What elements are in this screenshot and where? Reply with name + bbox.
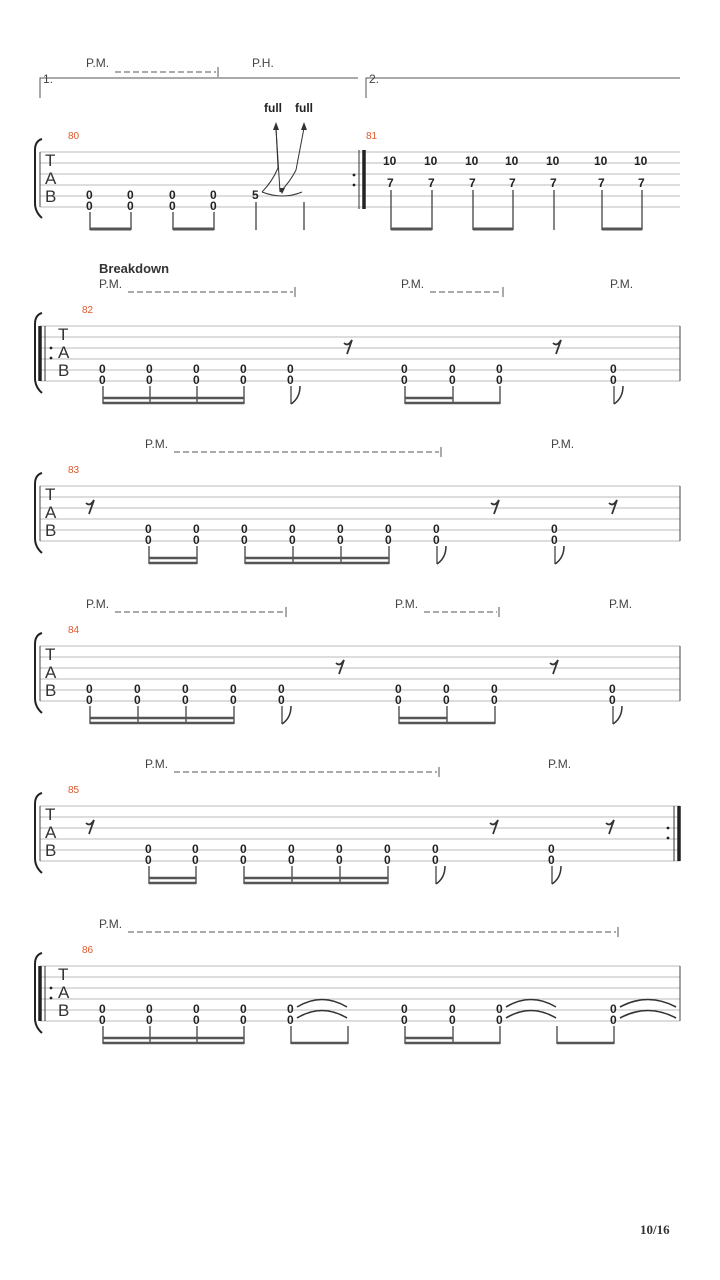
measure-86-notes (99, 1000, 676, 1045)
fret-number: 0 (548, 853, 555, 867)
fret-number: 0 (127, 199, 134, 213)
tab-letter-a: A (45, 823, 57, 842)
fret-number: 0 (193, 533, 200, 547)
palm-mute-label: P.M. (610, 277, 634, 291)
fret-number: 0 (496, 373, 503, 387)
fret-number: 0 (287, 373, 294, 387)
fret-number: 0 (289, 522, 296, 536)
ending-brackets (40, 78, 680, 98)
fret-number: 0 (146, 1002, 153, 1016)
fret-number: 0 (609, 682, 616, 696)
fret-number: 0 (193, 362, 200, 376)
repeat-start-barline (353, 150, 364, 209)
fret-number: 0 (610, 373, 617, 387)
fret-number: 0 (610, 1013, 617, 1027)
eighth-rest (344, 340, 561, 354)
measure-82-notes (99, 340, 623, 404)
tab-letter-b: B (45, 681, 57, 700)
fret-number: 0 (230, 682, 237, 696)
fret-number: 0 (449, 362, 456, 376)
measure-81-notes (383, 154, 648, 230)
tab-letter-t: T (45, 485, 56, 504)
fret-number: 0 (86, 188, 93, 202)
fret-number: 0 (443, 682, 450, 696)
system-brace (35, 139, 42, 218)
fret-number: 0 (182, 693, 189, 707)
measure-84-notes (86, 660, 622, 724)
fret-number: 0 (145, 842, 152, 856)
palm-mute-label: P.M. (145, 757, 169, 771)
fret-number: 0 (145, 522, 152, 536)
system-6 (35, 917, 680, 1044)
fret-number: 0 (145, 853, 152, 867)
repeat-start-barline (40, 966, 52, 1021)
fret-number: 0 (385, 533, 392, 547)
bend-arrow (273, 122, 279, 130)
palm-mute-label: P.M. (99, 277, 123, 291)
fret-number: 0 (401, 1013, 408, 1027)
fret-number: 0 (240, 853, 247, 867)
palm-mute-label: P.M. (99, 917, 123, 931)
fret-number: 0 (443, 693, 450, 707)
fret-number: 0 (449, 373, 456, 387)
tab-staff-lines (40, 486, 680, 541)
fret-number: 0 (240, 1002, 247, 1016)
palm-mute-label: P.M. (145, 437, 169, 451)
fret-number: 7 (509, 176, 516, 190)
fret-number: 0 (337, 522, 344, 536)
palm-mute-label: P.M. (609, 597, 633, 611)
fret-number: 10 (634, 154, 648, 168)
palm-mute-label: P.M. (548, 757, 572, 771)
fret-number: 0 (240, 373, 247, 387)
bend-arrow (301, 122, 307, 130)
tab-letter-b: B (45, 187, 57, 206)
tab-letter-a: A (58, 983, 70, 1002)
fret-number: 0 (432, 853, 439, 867)
first-ending-label: 1. (43, 72, 54, 86)
fret-number: 0 (192, 853, 199, 867)
fret-number: 10 (546, 154, 560, 168)
palm-mute-label: P.M. (86, 56, 110, 70)
fret-number: 0 (449, 1002, 456, 1016)
tab-staff-lines (40, 152, 680, 207)
tab-staff-lines (40, 806, 680, 861)
tab-letter-t: T (58, 965, 69, 984)
fret-number: 0 (401, 362, 408, 376)
fret-number: 0 (401, 1002, 408, 1016)
fret-number: 0 (336, 842, 343, 856)
system-3 (35, 437, 680, 564)
palm-mute-label: P.M. (401, 277, 425, 291)
fret-number: 0 (496, 1002, 503, 1016)
fret-number: 0 (240, 842, 247, 856)
fret-number: 0 (496, 362, 503, 376)
fret-number: 7 (469, 176, 476, 190)
fret-number: 0 (134, 693, 141, 707)
fret-number: 7 (638, 176, 645, 190)
fret-number: 0 (193, 373, 200, 387)
system-1 (35, 56, 680, 230)
tab-letter-b: B (45, 521, 57, 540)
system-2 (35, 261, 680, 404)
fret-number: 0 (278, 693, 285, 707)
fret-number: 10 (594, 154, 608, 168)
fret-number: 0 (146, 373, 153, 387)
fret-number: 0 (395, 682, 402, 696)
repeat-start-barline (40, 326, 52, 381)
fret-number: 0 (491, 682, 498, 696)
fret-number: 0 (610, 362, 617, 376)
fret-number: 7 (428, 176, 435, 190)
measure-number-81: 81 (366, 131, 378, 142)
tab-letter-t: T (45, 805, 56, 824)
section-label: Breakdown (99, 261, 170, 276)
tab-letter-b: B (58, 361, 70, 380)
fret-number: 10 (383, 154, 397, 168)
fret-number: 0 (610, 1002, 617, 1016)
fret-number: 0 (449, 1013, 456, 1027)
fret-number: 0 (241, 533, 248, 547)
tab-letter-t: T (58, 325, 69, 344)
fret-number: 0 (146, 362, 153, 376)
measure-number-80: 80 (68, 131, 80, 142)
system-4 (35, 597, 680, 724)
eighth-rest (86, 500, 617, 514)
fret-number: 0 (288, 853, 295, 867)
palm-mute-label: P.M. (86, 597, 110, 611)
palm-mute-label: P.M. (551, 437, 575, 451)
fret-number: 0 (99, 1013, 106, 1027)
eighth-rest (336, 660, 558, 674)
bend-curves (262, 128, 304, 196)
fret-number: 0 (99, 373, 106, 387)
second-ending-label: 2. (369, 72, 380, 86)
tab-staff-lines (40, 966, 680, 1021)
fret-number: 0 (210, 188, 217, 202)
page-number: 10/16 (640, 1222, 670, 1237)
fret-number: 0 (210, 199, 217, 213)
fret-number: 0 (433, 533, 440, 547)
measure-85-notes (86, 820, 614, 884)
fret-number: 0 (289, 533, 296, 547)
tab-letter-t: T (45, 645, 56, 664)
fret-number: 0 (193, 522, 200, 536)
fret-number: 0 (432, 842, 439, 856)
measure-83-notes (86, 500, 617, 564)
fret-number: 10 (465, 154, 479, 168)
fret-number: 0 (287, 1002, 294, 1016)
fret-number: 0 (169, 199, 176, 213)
fret-number: 0 (193, 1002, 200, 1016)
fret-number: 0 (240, 362, 247, 376)
fret-number: 0 (337, 533, 344, 547)
fret-number: 0 (551, 533, 558, 547)
fret-number: 0 (192, 842, 199, 856)
fret-number: 0 (145, 533, 152, 547)
measure-number-83: 83 (68, 465, 80, 476)
tab-letter-b: B (45, 841, 57, 860)
fret-number: 0 (609, 693, 616, 707)
fret-number: 0 (146, 1013, 153, 1027)
fret-number: 0 (241, 522, 248, 536)
fret-number: 0 (169, 188, 176, 202)
tab-letter-t: T (45, 151, 56, 170)
bend-label: full (295, 101, 313, 115)
fret-number: 0 (86, 693, 93, 707)
fret-number: 0 (86, 199, 93, 213)
fret-number: 0 (385, 522, 392, 536)
fret-number: 0 (433, 522, 440, 536)
fret-number: 0 (288, 842, 295, 856)
tab-letter-a: A (45, 663, 57, 682)
fret-number: 0 (548, 842, 555, 856)
fret-number: 10 (424, 154, 438, 168)
bend-label: full (264, 101, 282, 115)
tie-arcs (297, 1000, 676, 1019)
fret-number: 7 (598, 176, 605, 190)
tab-letter-b: B (58, 1001, 70, 1020)
measure-number-82: 82 (82, 305, 94, 316)
fret-number: 0 (99, 1002, 106, 1016)
fret-number: 10 (505, 154, 519, 168)
fret-number: 0 (551, 522, 558, 536)
bend-fret-number: 5 (252, 188, 259, 202)
tab-staff-lines (40, 326, 680, 381)
tab-letter-a: A (58, 343, 70, 362)
fret-number: 0 (193, 1013, 200, 1027)
fret-number: 0 (336, 853, 343, 867)
fret-number: 0 (287, 1013, 294, 1027)
fret-number: 0 (240, 1013, 247, 1027)
fret-number: 0 (395, 693, 402, 707)
fret-number: 0 (182, 682, 189, 696)
fret-number: 0 (134, 682, 141, 696)
fret-number: 7 (550, 176, 557, 190)
eighth-rest (86, 820, 614, 834)
fret-number: 0 (496, 1013, 503, 1027)
tab-letter-a: A (45, 503, 57, 522)
repeat-end-barline (667, 806, 679, 861)
fret-number: 0 (99, 362, 106, 376)
measure-number-85: 85 (68, 785, 80, 796)
fret-number: 0 (127, 188, 134, 202)
fret-number: 0 (384, 853, 391, 867)
fret-number: 0 (491, 693, 498, 707)
measure-number-86: 86 (82, 945, 94, 956)
fret-number: 7 (387, 176, 394, 190)
fret-number: 0 (287, 362, 294, 376)
system-5 (35, 757, 680, 884)
fret-number: 0 (401, 373, 408, 387)
palm-mute-label: P.M. (395, 597, 419, 611)
fret-number: 0 (278, 682, 285, 696)
fret-number: 0 (86, 682, 93, 696)
fret-number: 0 (384, 842, 391, 856)
tab-letter-a: A (45, 169, 57, 188)
measure-number-84: 84 (68, 625, 80, 636)
pinch-harmonic-label: P.H. (252, 56, 274, 70)
fret-number: 0 (230, 693, 237, 707)
